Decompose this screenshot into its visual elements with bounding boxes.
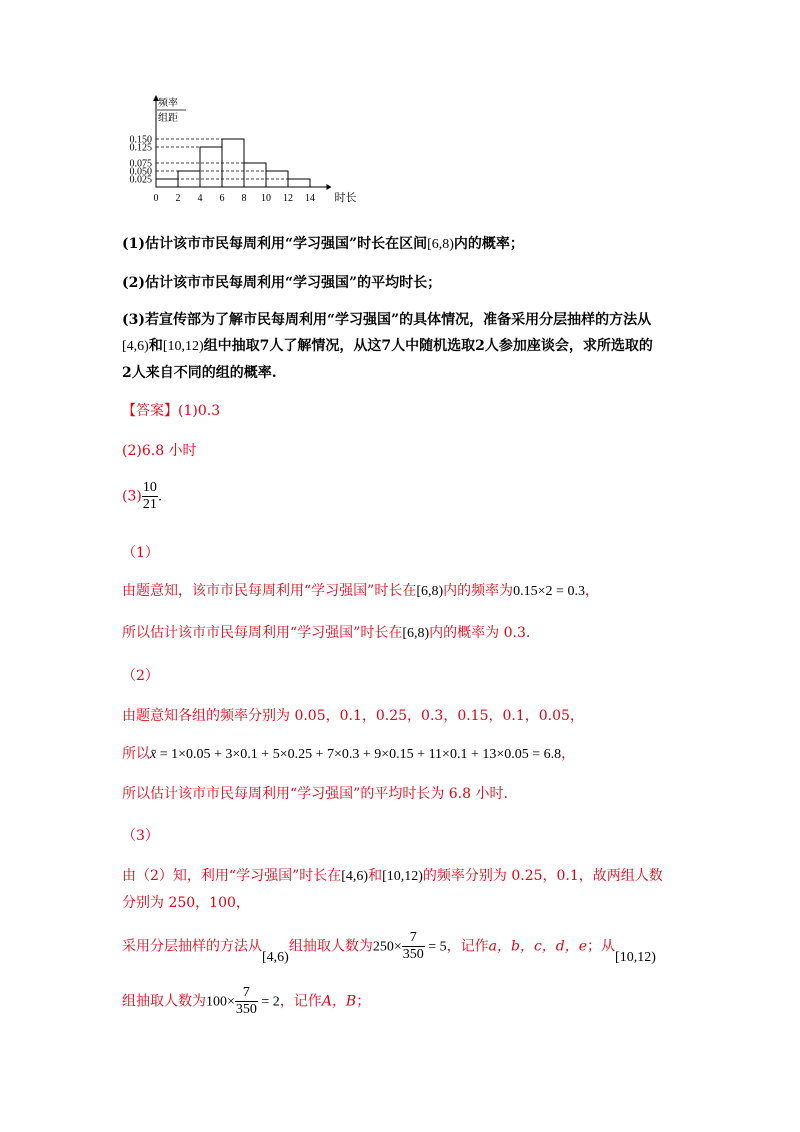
y-tick-label: 0.125: [129, 142, 152, 154]
mean-symbol: x̄: [150, 747, 157, 762]
solution-p1-line1: [122, 580, 599, 600]
text: 所以估计该市市民每周利用“学习强国”时长在: [122, 625, 403, 641]
fraction-denominator: 350: [235, 1002, 257, 1017]
x-axis-label: 时长: [334, 192, 357, 204]
answer-3: [122, 480, 162, 513]
frequency-histogram: [118, 92, 358, 212]
x-tick-label: 2: [175, 193, 181, 204]
text: ，记作: [446, 938, 489, 955]
histogram-bar: [244, 163, 266, 187]
y-tick-label: 0.075: [129, 158, 152, 170]
answer-3-suffix: .: [157, 488, 163, 505]
equation: 250×: [372, 939, 402, 955]
solution-part-1-label: （1）: [122, 545, 159, 561]
question-1: [122, 233, 524, 253]
x-tick-label: 14: [305, 193, 315, 204]
solution-p3-line3: [122, 930, 656, 963]
question-2: (2)估计该市市民每周利用“学习强国”的平均时长；: [122, 275, 442, 291]
solution-p3-line2: 分别为 250，100，: [122, 895, 250, 911]
text: ；从: [587, 938, 616, 955]
q3-interval-1: [4,6): [122, 339, 149, 354]
solution-p3-line1: [122, 865, 663, 885]
y-tick-label: 0.150: [129, 134, 152, 146]
interval: [10,12): [615, 949, 656, 965]
question-3-line3: 2人来自不同的组的概率.: [122, 365, 277, 381]
x-tick-label: 6: [219, 193, 225, 204]
q3-line2-rest: 组中抽取7人了解情况，从这7人中随机选取2人参加座谈会，求所选取的: [203, 338, 653, 354]
solution-p1-line2: [122, 622, 530, 642]
text: ；: [356, 993, 371, 1010]
fraction-denominator: 350: [402, 947, 424, 962]
y-tick-label: 0.050: [129, 166, 152, 178]
variables: A，B: [321, 993, 357, 1010]
y-axis-label-denominator: 组距: [158, 113, 178, 124]
q3-interval-2: [10,12): [162, 339, 204, 354]
interval: [6,8): [402, 626, 430, 641]
q3-and: 和: [148, 338, 163, 354]
text: 所以: [122, 746, 150, 762]
interval: [4,6): [262, 949, 289, 965]
text: ，: [561, 746, 576, 762]
text: ，记作: [279, 993, 322, 1010]
text: 由（2）知，利用“学习强国”时长在: [122, 868, 342, 884]
answer-line-1: [122, 400, 220, 420]
q1-end: 内的概率；: [453, 236, 524, 252]
equation: 100×: [206, 994, 235, 1010]
histogram-bar: [200, 147, 222, 187]
question-3-line2: [122, 335, 653, 355]
x-tick-label: 4: [197, 193, 203, 204]
fraction: [402, 930, 425, 963]
histogram-layer: [130, 95, 357, 204]
answer-1: (1)0.3: [178, 403, 221, 419]
x-tick-label: 8: [241, 193, 247, 204]
interval: [6,8): [416, 584, 444, 599]
interval: [10,12): [382, 869, 423, 884]
text: 内的频率为: [443, 583, 514, 599]
fraction-denominator: 21: [142, 497, 157, 512]
x-tick-label: 0: [153, 193, 159, 204]
equation: = 1×0.05 + 3×0.1 + 5×0.25 + 7×0.3 + 9×0.15 + 11×0.1 + 13×0.05 = 6.8: [156, 747, 562, 762]
answer-label: 【答案】: [122, 403, 178, 419]
q1-interval: [6,8): [427, 237, 454, 252]
equation: = 5: [424, 939, 447, 955]
equation: 0.15×2 = 0.3: [513, 584, 585, 599]
x-tick-label: 10: [261, 193, 271, 204]
text: ，: [584, 583, 599, 599]
y-axis-label-numerator: 频率: [158, 98, 178, 109]
equation: = 2: [257, 994, 280, 1010]
text: 和: [368, 868, 383, 884]
answer-3-fraction: [142, 480, 158, 513]
solution-p2-line1: 由题意知各组的频率分别为 0.05，0.1，0.25，0.3，0.15，0.1，0.05，: [122, 708, 584, 724]
fraction-numerator: 10: [142, 480, 157, 495]
fraction: [235, 985, 258, 1018]
text: 由题意知，该市市民每周利用“学习强国”时长在: [122, 583, 417, 599]
x-axis-arrow: [327, 184, 332, 190]
text: 组抽取人数为: [122, 993, 206, 1010]
answer-2: (2)6.8 小时: [122, 443, 197, 459]
histogram-bar: [156, 179, 178, 187]
text: 组抽取人数为: [288, 938, 373, 955]
fraction-numerator: 7: [235, 985, 258, 1002]
fraction-numerator: 7: [402, 930, 425, 947]
answer-3-prefix: (3): [122, 488, 142, 505]
solution-part-3-label: （3）: [122, 828, 159, 844]
solution-p3-line4: [122, 985, 370, 1018]
solution-p2-line3: 所以估计该市市民每周利用“学习强国”的平均时长为 6.8 小时.: [122, 786, 508, 802]
histogram-bar: [288, 179, 310, 187]
y-tick-label: 0.025: [129, 174, 152, 186]
text: 的频率分别为 0.25，0.1，故两组人数: [422, 868, 663, 884]
text: 采用分层抽样的方法从: [122, 938, 262, 955]
interval: [4,6): [341, 869, 369, 884]
solution-part-2-label: （2）: [122, 668, 159, 684]
question-3-line1: (3)若宣传部为了解市民每周利用“学习强国”的具体情况，准备采用分层抽样的方法从: [122, 312, 652, 328]
text: 内的概率为 0.3.: [429, 625, 531, 641]
variables: a，b，c，d，e: [488, 938, 588, 955]
x-tick-label: 12: [283, 193, 293, 204]
q1-text: (1)估计该市市民每周利用“学习强国”时长在区间: [122, 236, 428, 252]
solution-p2-line2: [122, 743, 575, 763]
